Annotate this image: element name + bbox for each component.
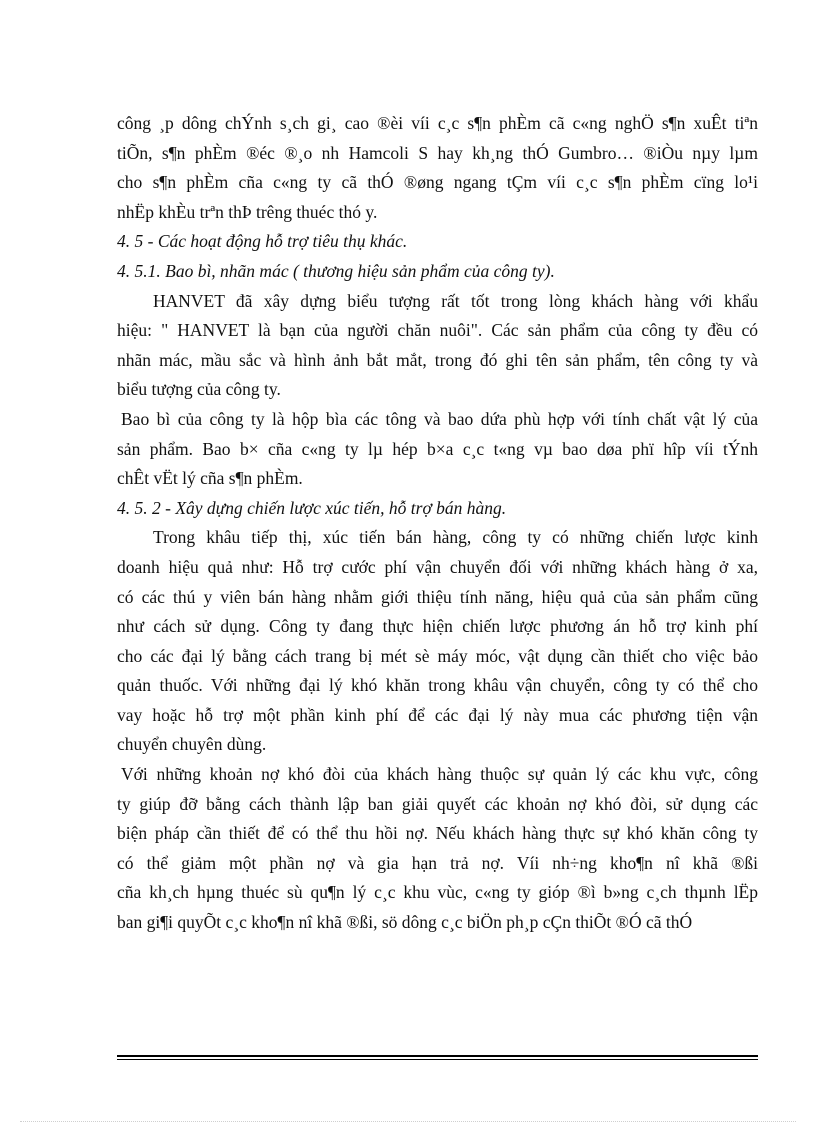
section-heading: 4. 5 - Các hoạt động hỗ trợ tiêu thụ khác.: [117, 231, 408, 252]
text-line: Với những khoản nợ khó đòi của khách hàng thuộc sự quản lý các khu vực, công: [121, 764, 758, 785]
text-line: nhËp khÈu trªn thÞ trêng thuéc thó y.: [117, 201, 378, 222]
body-text: [117, 109, 758, 938]
text-line: tiÕn, s¶n phÈm ®éc ®¸o nh Hamcoli S hay kh¸ng thÓ Gumbro… ®iÒu nµy lµm: [117, 142, 758, 163]
text-line: chÊt vËt lý cña s¶n phÈm.: [117, 468, 303, 489]
text-line: cho s¶n phÈm cña c«ng ty cã thÓ ®øng ngang tÇm víi c¸c s¶n phÈm cïng lo¹i: [117, 172, 758, 193]
text-line: ty giúp đỡ bằng cách thành lập ban giải quyết các khoản nợ khó đòi, sử dụng các: [117, 793, 758, 814]
section-heading: 4. 5.1. Bao bì, nhãn mác ( thương hiệu sản phẩm của công ty).: [117, 260, 555, 281]
text-line: biện pháp cần thiết để có thể thu hồi nợ. Nếu khách hàng thực sự khó khăn công ty: [117, 823, 758, 844]
text-line: chuyển chuyên dùng.: [117, 734, 267, 755]
text-line: HANVET đã xây dựng biểu tượng rất tốt trong lòng khách hàng với khẩu: [153, 290, 758, 311]
text-line: nhãn mác, mầu sắc và hình ảnh bắt mắt, trong đó ghi tên sản phẩm, tên công ty và: [117, 349, 758, 370]
text-line: doanh hiệu quả như: Hỗ trợ cước phí vận chuyển đối với những khách hàng ở xa,: [117, 556, 758, 577]
text-line: biểu tượng của công ty.: [117, 379, 281, 400]
page-edge-dotted-line: [20, 1121, 796, 1122]
footer-rule-thick: [117, 1055, 758, 1057]
text-line: có các thú y viên bán hàng nhằm giới thiệu tính năng, hiệu quả của sản phẩm cũng: [117, 586, 758, 607]
text-line: Bao bì của công ty là hộp bìa các tông và bao dứa phù hợp với tính chất vật lý của: [121, 408, 758, 429]
text-line: có thể giảm một phần nợ và gia hạn trả nợ. Víi nh÷ng kho¶n nî khã ®ßi: [117, 852, 758, 873]
text-line: ban gi¶i quyÕt c¸c kho¶n nî khã ®ßi, sö dông c¸c biÖn ph¸p cÇn thiÕt ®Ó cã thÓ: [117, 912, 693, 933]
text-line: cña kh¸ch hµng thuéc sù qu¶n lý c¸c khu vùc, c«ng ty gióp ®ì b»ng c¸ch thµnh lËp: [117, 882, 758, 903]
text-line: công ¸p dông chÝnh s¸ch gi¸ cao ®èi víi c¸c s¶n phÈm cã c«ng nghÖ s¶n xuÊt tiªn: [117, 113, 758, 133]
section-heading: 4. 5. 2 - Xây dựng chiến lược xúc tiến, hỗ trợ bán hàng.: [117, 497, 507, 518]
text-line: cho các đại lý bằng cách trang bị mét sè máy móc, vật dụng cần thiết cho việc bảo: [117, 645, 758, 666]
text-line: vay hoặc hỗ trợ một phần kinh phí để các đại lý này mua các phương tiện vận: [117, 704, 758, 725]
footer-rule-thin: [117, 1059, 758, 1060]
text-line: hiệu: " HANVET là bạn của người chăn nuôi". Các sản phẩm của công ty đều có: [117, 320, 758, 341]
text-line: quản thuốc. Với những đại lý khó khăn trong khâu vận chuyển, công ty có thể cho: [117, 675, 758, 696]
text-line: Trong khâu tiếp thị, xúc tiến bán hàng, công ty có những chiến lược kinh: [153, 527, 758, 548]
text-line: sản phẩm. Bao b× cña c«ng ty lµ hép b×a c¸c t«ng vµ bao døa phï hîp víi tÝnh: [117, 438, 758, 459]
text-line: như cách sử dụng. Công ty đang thực hiện chiến lược phương án hỗ trợ kinh phí: [117, 616, 758, 637]
